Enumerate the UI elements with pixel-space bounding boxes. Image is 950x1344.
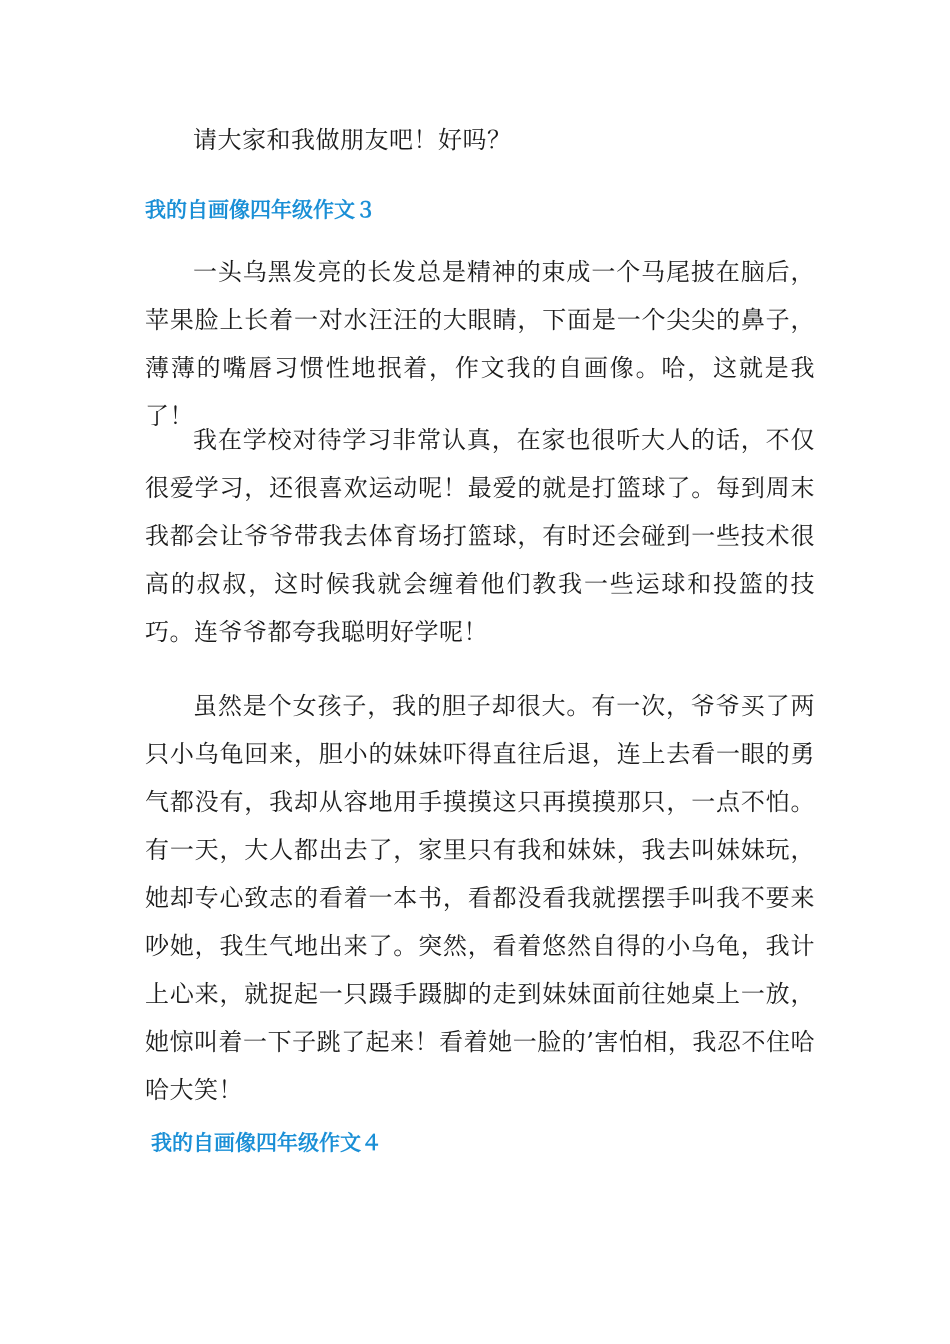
section-heading-4: 我的自画像四年级作文４ (151, 1131, 382, 1155)
paragraph-appearance: 一头乌黑发亮的长发总是精神的束成一个马尾披在脑后，苹果脸上长着一对水汪汪的大眼睛，下面是一个尖尖的鼻子，薄薄的嘴唇习惯性地抿着，作文我的自画像。哈，这就是我了！ (145, 258, 815, 430)
section-heading-3: 我的自画像四年级作文３ (145, 198, 376, 222)
paragraph-turtle-story: 虽然是个女孩子，我的胆子却很大。有一次，爷爷买了两只小乌龟回来，胆小的妹妹吓得直往后退，连上去看一眼的勇气都没有，我却从容地用手摸摸这只再摸摸那只，一点不怕。有一天，大人都出去了，家里只有我和妹妹，我去叫妹妹玩，她却专心致志的看着一本书，看都没看我就摆摆手叫我不要来吵她，我生气地出来了。突然，看着悠然自得的小乌龟，我计上心来，就捉起一只蹑手蹑脚的走到妹妹面前往她桌上一放，她惊叫着一下子跳了起来！看着她一脸的’害怕相，我忍不住哈哈大笑！ (145, 692, 815, 1104)
intro-paragraph: 请大家和我做朋友吧！好吗？ (193, 126, 512, 154)
paragraph-study-sports: 我在学校对待学习非常认真，在家也很听大人的话，不仅很爱学习，还很喜欢运动呢！最爱的就是打篮球了。每到周末我都会让爷爷带我去体育场打篮球，有时还会碰到一些技术很高的叔叔，这时候我就会缠着他们教我一些运球和投篮的技巧。连爷爷都夸我聪明好学呢！ (145, 426, 815, 646)
